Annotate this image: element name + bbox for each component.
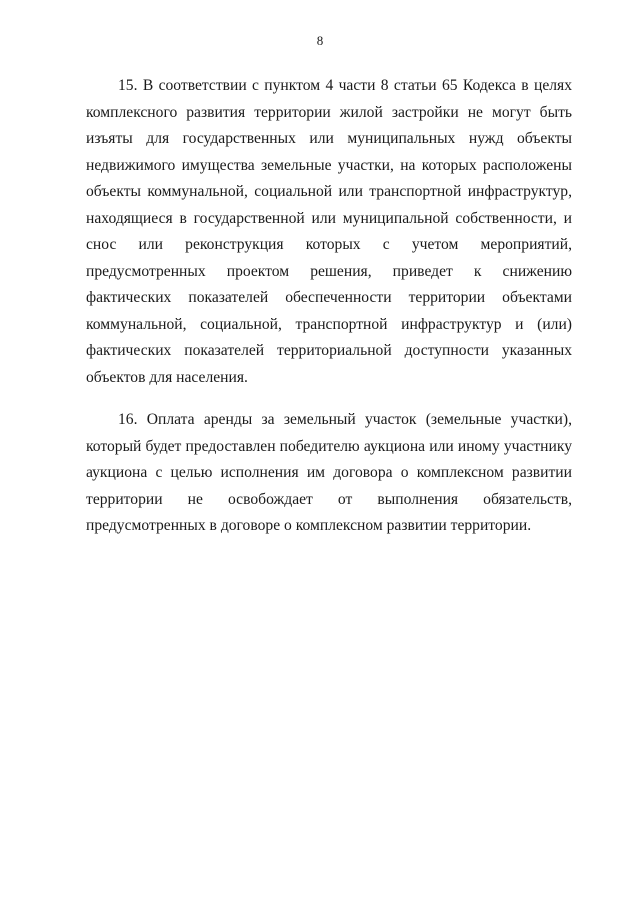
document-body: [86, 73, 572, 540]
paragraph-16: 16. Оплата аренды за земельный участок (земельные участки), который будет предоставлен победителю аукциона или иному участнику аукциона с целью исполнения им договора о комплексном развитии территории не освобождает от выполнения обязательств, предусмотренных в договоре о комплексном развитии территории.: [86, 411, 572, 534]
paragraph-15: 15. В соответствии с пунктом 4 части 8 статьи 65 Кодекса в целях комплексного развития территории жилой застройки не могут быть изъяты для государственных или муниципальных нужд объекты недвижимого имущества земельные участки, на которых расположены объекты коммунальной, социальной или транспортной инфраструктур, находящиеся в государственной или муниципальной собственности, и снос или реконструкция которых с учетом мероприятий, предусмотренных проектом решения, приведет к снижению фактических показателей обеспеченности территории объектами коммунальной, социальной, транспортной инфраструктур и (или) фактических показателей территориальной доступности указанных объектов для населения.: [86, 77, 572, 386]
page-number: 8: [316, 33, 324, 48]
